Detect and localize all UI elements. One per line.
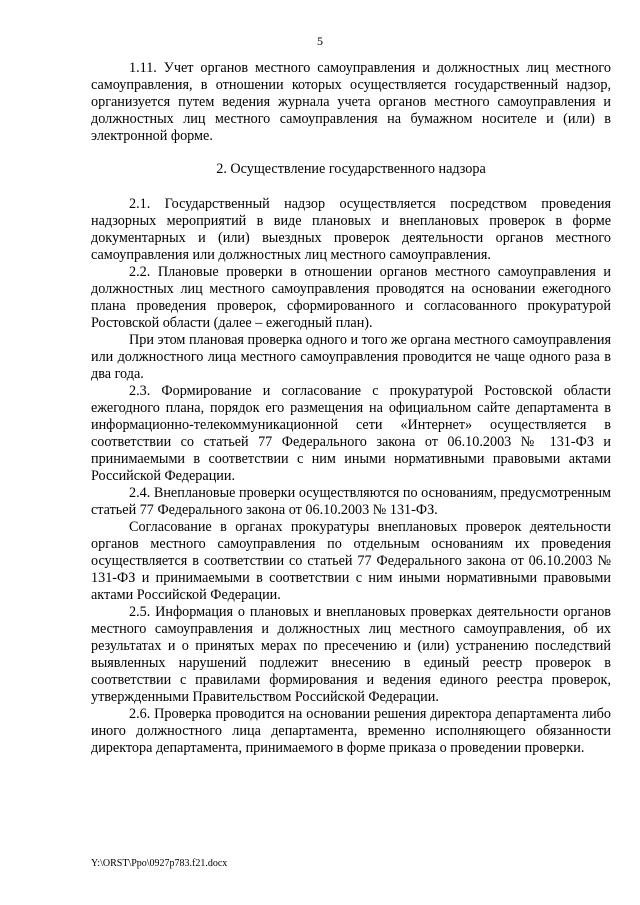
paragraph-2-2: 2.2. Плановые проверки в отношении органов местного самоуправления и должностных лиц местного самоуправления проводятся на основании ежегодного плана проведения проверок, сформированного и согласованного прокуратурой Ростовской области (далее – ежегодный план). [91,264,611,331]
paragraph-2-5: 2.5. Информация о плановых и внеплановых проверках деятельности органов местного самоуправления и должностных лиц местного самоуправления, об их результатах и о принятых мерах по пресечению и (или) устранению последствий выявленных нарушений подлежит внесению в единый реестр проверок в соответствии с правилами формирования и ведения единого реестра проверок, утвержденными Правительством Российской Федерации. [91,604,611,705]
page-number: 5 [317,34,323,48]
paragraph-2-2-note: При этом плановая проверка одного и того же органа местного самоуправления или должностного лица местного самоуправления проводится не чаще одного раза в два года. [91,332,611,382]
paragraph-2-4: 2.4. Внеплановые проверки осуществляются по основаниям, предусмотренным статьей 77 Федерального закона от 06.10.2003 № 131-ФЗ. [91,485,611,518]
paragraph-2-1: 2.1. Государственный надзор осуществляется посредством проведения надзорных мероприятий в виде плановых и внеплановых проверок в форме документарных и (или) выездных проверок деятельности органов местного самоуправления или должностных лиц местного самоуправления. [91,196,611,263]
section-heading: 2. Осуществление государственного надзора [216,161,486,177]
document-body [91,60,611,757]
paragraph-2-3: 2.3. Формирование и согласование с прокуратурой Ростовской области ежегодного плана, порядок его размещения на официальном сайте департамента в информационно-телекоммуникационной сети «Интернет» осуществляется в соответствии со статьей 77 Федерального закона от 06.10.2003 № 131-ФЗ и принимаемыми в соответствии с ним иными нормативными правовыми актами Российской Федерации. [91,383,611,484]
paragraph-2-6: 2.6. Проверка проводится на основании решения директора департамента либо иного должностного лица департамента, временно исполняющего обязанности директора департамента, принимаемого в форме приказа о проведении проверки. [91,706,611,756]
footer-file-path: Y:\ORST\Ppo\0927p783.f21.docx [91,858,228,869]
paragraph-1-11: 1.11. Учет органов местного самоуправления и должностных лиц местного самоуправления, в отношении которых осуществляется государственный надзор, организуется путем ведения журнала учета органов местного самоуправления и должностных лиц местного самоуправления на бумажном носителе и (или) в электронной форме. [91,60,611,144]
paragraph-2-4-note: Согласование в органах прокуратуры внеплановых проверок деятельности органов местного самоуправления по отдельным основаниям их проведения осуществляется в соответствии со статьей 77 Федерального закона от 06.10.2003 № 131-ФЗ и принимаемыми в соответствии с ним иными нормативными правовыми актами Российской Федерации. [91,519,611,603]
